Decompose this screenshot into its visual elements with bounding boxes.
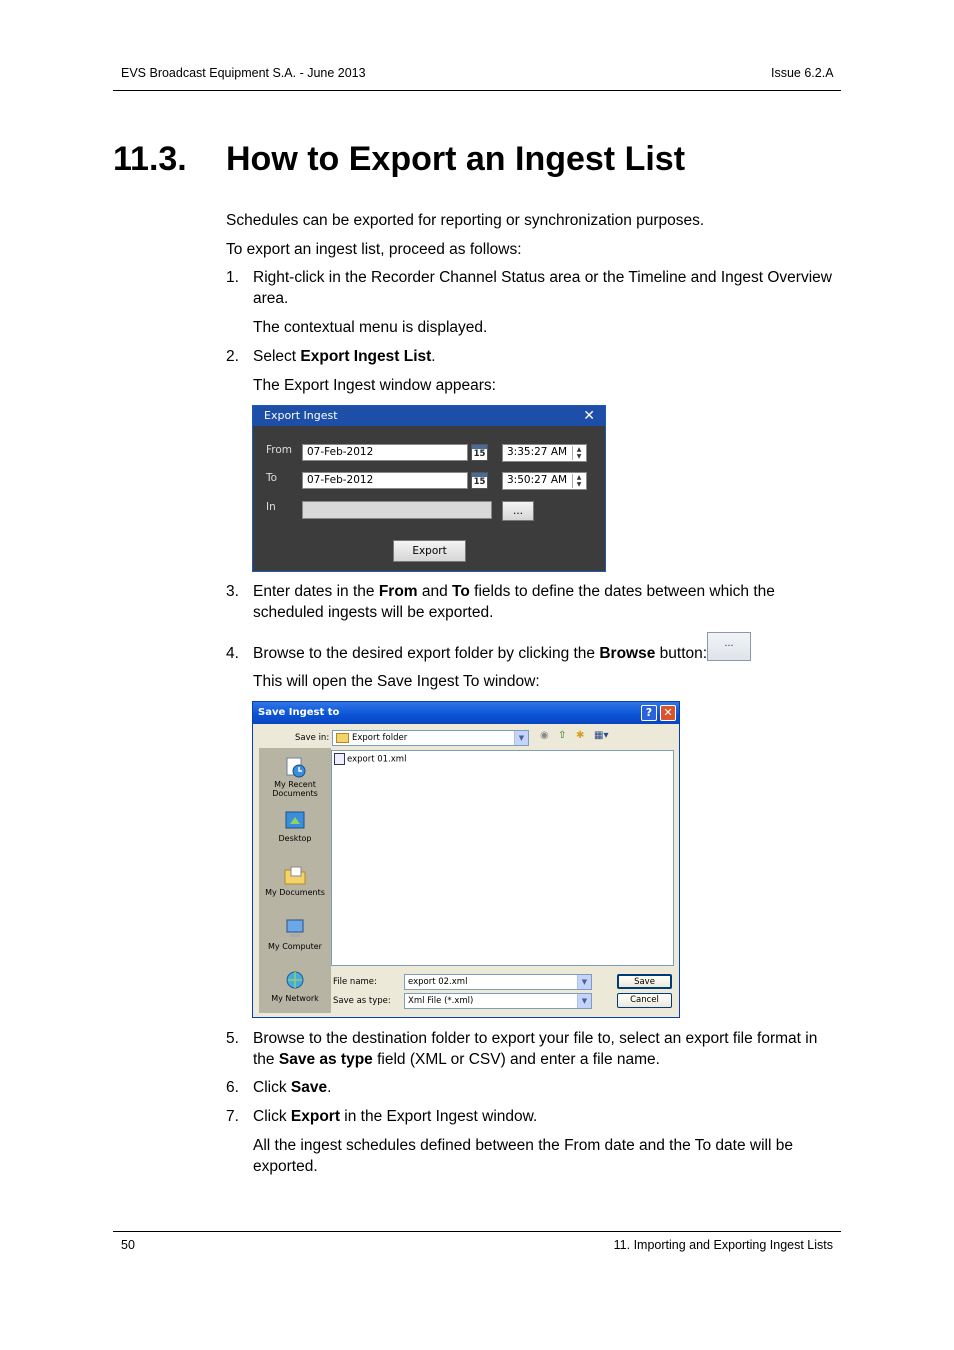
- step-3-text: Enter dates in the From and To fields to define the dates between which the scheduled ingests will be exported.: [253, 583, 775, 621]
- back-icon[interactable]: ◉: [540, 730, 549, 741]
- export-ingest-dialog: [252, 405, 606, 572]
- cancel-button[interactable]: Cancel: [617, 993, 672, 1008]
- desktop-icon: [283, 810, 307, 832]
- header-right: Issue 6.2.A: [771, 66, 834, 80]
- help-icon[interactable]: ?: [641, 705, 657, 721]
- step-5-number: 5.: [226, 1030, 239, 1047]
- step-1-number: 1.: [226, 269, 239, 286]
- footer-rule: [113, 1231, 841, 1232]
- step-2-text: Select Export Ingest List.: [253, 348, 436, 365]
- file-name-field[interactable]: export 02.xml ▼: [404, 974, 592, 990]
- export-button[interactable]: Export: [393, 540, 466, 562]
- step-7-text: Click Export in the Export Ingest window.: [253, 1108, 538, 1125]
- from-date-field[interactable]: 07-Feb-2012: [302, 444, 468, 461]
- from-label: From: [266, 444, 293, 456]
- to-time-field[interactable]: 3:50:27 AM ▲ ▼: [502, 472, 587, 490]
- chevron-down-icon[interactable]: ▼: [514, 731, 528, 745]
- step-5-text: Browse to the destination folder to export your file to, select an export file format in the Save as type field (XML or CSV) and enter a file name.: [253, 1030, 818, 1068]
- step-1-text: Right-click in the Recorder Channel Status area or the Timeline and Ingest Overview area.: [253, 269, 832, 307]
- header-left: EVS Broadcast Equipment S.A. - June 2013: [121, 66, 366, 80]
- step-2-number: 2.: [226, 348, 239, 365]
- footer-chapter: 11. Importing and Exporting Ingest Lists: [613, 1238, 833, 1252]
- to-label: To: [266, 472, 278, 484]
- view-menu-icon[interactable]: ▦▾: [594, 730, 609, 741]
- step-7-note: All the ingest schedules defined between the From date and the To date will be exported.: [253, 1137, 793, 1175]
- places-item-network[interactable]: My Network: [259, 970, 331, 1003]
- step-6-text: Click Save.: [253, 1079, 332, 1096]
- places-item-recent[interactable]: My Recent Documents: [259, 756, 331, 798]
- close-icon[interactable]: ✕: [660, 705, 676, 721]
- spinner-icon[interactable]: ▲ ▼: [572, 446, 585, 460]
- spinner-icon[interactable]: ▲ ▼: [572, 474, 585, 488]
- step-4-note: This will open the Save Ingest To window:: [253, 673, 540, 690]
- save-dialog-titlebar: Save Ingest to ? ✕: [253, 702, 679, 724]
- page-number: 50: [121, 1238, 135, 1252]
- step-3-number: 3.: [226, 583, 239, 600]
- step-1-note: The contextual menu is displayed.: [253, 319, 488, 336]
- step-2-note: The Export Ingest window appears:: [253, 377, 496, 394]
- save-in-label: Save in:: [295, 733, 330, 743]
- intro-paragraph-1: Schedules can be exported for reporting or synchronization purposes.: [226, 212, 705, 229]
- in-folder-field[interactable]: [302, 501, 492, 519]
- file-list[interactable]: [331, 750, 674, 966]
- my-documents-icon: [283, 864, 307, 886]
- section-title: How to Export an Ingest List: [226, 140, 686, 178]
- list-item[interactable]: export 01.xml: [334, 753, 406, 766]
- up-folder-icon[interactable]: ⇧: [558, 730, 567, 741]
- step-4-text: Browse to the desired export folder by clicking the Browse button:: [253, 645, 708, 662]
- xml-file-icon: [334, 753, 345, 765]
- chevron-down-icon[interactable]: ▼: [577, 994, 591, 1008]
- save-as-type-label: Save as type:: [333, 996, 391, 1006]
- browse-button[interactable]: ...: [502, 501, 534, 521]
- file-name-label: File name:: [333, 977, 377, 987]
- chevron-down-icon[interactable]: ▼: [577, 975, 591, 989]
- my-computer-icon: [283, 918, 307, 940]
- new-folder-icon[interactable]: ✱: [576, 730, 585, 741]
- calendar-icon[interactable]: 15: [471, 444, 488, 461]
- my-network-icon: [283, 970, 307, 992]
- save-in-combo[interactable]: Export folder ▼: [332, 730, 529, 746]
- folder-icon: [336, 733, 349, 743]
- places-bar: [259, 748, 331, 1013]
- step-6-number: 6.: [226, 1079, 239, 1096]
- save-ingest-dialog: [252, 701, 680, 1018]
- export-dialog-titlebar: Export Ingest ✕: [253, 406, 605, 426]
- section-number: 11.3.: [113, 140, 187, 178]
- in-label: In: [266, 501, 276, 513]
- header-rule: [113, 90, 841, 91]
- to-date-field[interactable]: 07-Feb-2012: [302, 472, 468, 489]
- places-item-documents[interactable]: My Documents: [259, 864, 331, 897]
- recent-documents-icon: [283, 756, 307, 778]
- places-item-desktop[interactable]: Desktop: [259, 810, 331, 843]
- step-7-number: 7.: [226, 1108, 239, 1125]
- save-as-type-select[interactable]: Xml File (*.xml) ▼: [404, 993, 592, 1009]
- save-button[interactable]: Save: [617, 974, 672, 989]
- browse-button-illustration[interactable]: ...: [707, 632, 751, 661]
- calendar-icon[interactable]: 15: [471, 472, 488, 489]
- intro-paragraph-2: To export an ingest list, proceed as follows:: [226, 241, 522, 258]
- from-time-field[interactable]: 3:35:27 AM ▲ ▼: [502, 444, 587, 462]
- close-icon[interactable]: ✕: [583, 408, 595, 424]
- places-item-computer[interactable]: My Computer: [259, 918, 331, 951]
- step-4-number: 4.: [226, 645, 239, 662]
